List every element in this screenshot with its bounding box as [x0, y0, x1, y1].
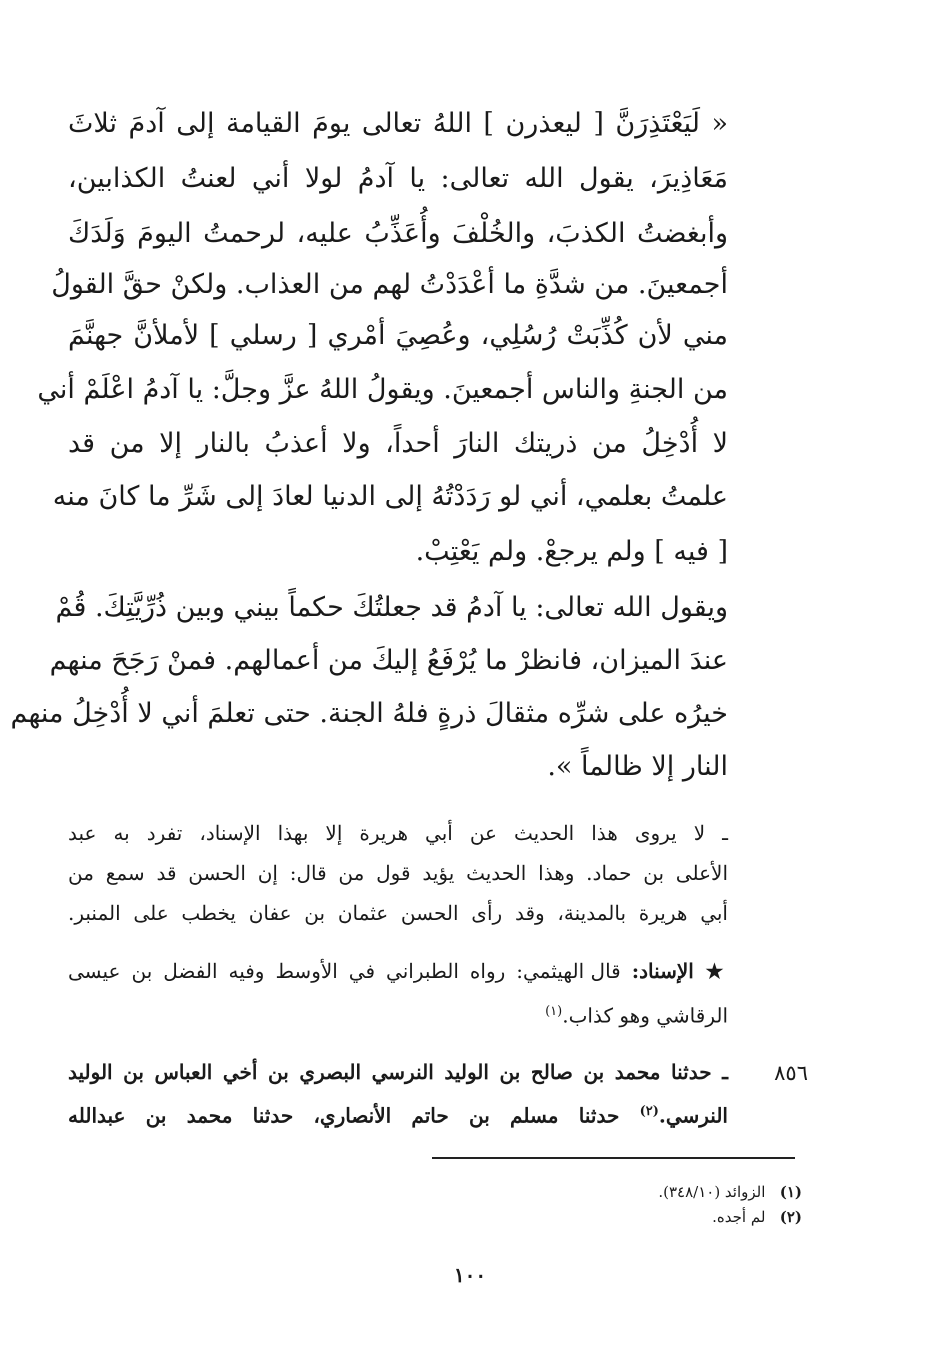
commentary-line: ـ لا يروى هذا الحديث عن أبي هريرة إلا بهذا الإسناد، تفرد به عبد	[68, 821, 728, 845]
footnote	[658, 1181, 802, 1203]
footnote	[712, 1206, 802, 1228]
hadith-text: حدثنا مسلم بن حاتم الأنصاري، حدثنا محمد بن عبدالله	[68, 1103, 620, 1128]
hadith-number: ٨٥٦	[774, 1061, 808, 1085]
main-text-line: « لَيَعْتَذِرَنَّ [ ليعذرن ] اللهُ تعالى يومَ القيامة إلى آدمَ ثلاثَ	[68, 108, 728, 139]
main-text-line: وأبغضتُ الكذبَ، والخُلْفَ وأُعَذِّبُ عليه، لرحمتُ اليومَ وَلَدَكَ	[68, 218, 728, 249]
main-text-line: ويقول الله تعالى: يا آدمُ قد جعلتُكَ حكماً بيني وبين ذُرِّيَّتِكَ. قُمْ	[55, 592, 728, 623]
main-text-line: مني لأن كُذِّبَتْ رُسُلِي، وعُصِيَ أمْري [ رسلي ] لأملأنَّ جهنَّمَ	[68, 320, 728, 351]
hadith-line: ـ حدثنا محمد بن صالح بن الوليد النرسي البصري بن أخي العباس بن الوليد	[68, 1060, 728, 1084]
main-text-line: لا أُدْخِلُ من ذريتك النارَ أحداً، ولا أعذبُ بالنار إلا من قد	[68, 428, 728, 459]
main-text-line: النار إلا ظالماً ».	[547, 751, 728, 782]
footnote-marker: (١)	[779, 1183, 802, 1201]
isnad-label: ★ الإسناد:	[631, 959, 729, 983]
footnote-separator	[432, 1157, 795, 1159]
isnad-text: الرقاشي وهو كذاب.	[562, 1003, 728, 1028]
commentary-line: أبي هريرة بالمدينة، وقد رأى الحسن عثمان بن عفان يخطب على المنبر.	[68, 901, 728, 925]
main-text-line: [ فيه ] ولم يرجعْ. ولم يَعْتِبْ.	[415, 536, 728, 567]
main-text-line: علمتُ بعلمي، أني لو رَدَدْتُهُ إلى الدنيا لعادَ إلى شَرِّ ما كانَ منه	[52, 481, 728, 512]
footnote-ref: (٢)	[639, 1104, 659, 1119]
isnad-text: قال الهيثمي: رواه الطبراني في الأوسط وفيه الفضل بن عيسى	[68, 959, 621, 983]
page-number: ١٠٠	[453, 1263, 487, 1287]
isnad-line	[68, 955, 728, 987]
main-text-line: عندَ الميزان، فانظرْ ما يُرْفَعُ إليكَ من أعمالهم. فمنْ رَجَحَ منهم	[49, 645, 728, 676]
footnote-text: الزوائد (٣٤٨/١٠).	[658, 1183, 766, 1201]
main-text-line: أجمعينَ. من شدَّةِ ما أعْدَدْتُ لهم من العذاب. ولكنْ حقَّ القولُ	[51, 269, 728, 300]
footnote-marker: (٢)	[779, 1208, 802, 1226]
commentary-line: الأعلى بن حماد. وهذا الحديث يؤيد قول من قال: إن الحسن قد سمع من	[68, 861, 728, 885]
isnad-line	[68, 996, 728, 1032]
footnote-ref: (١)	[545, 1004, 563, 1019]
main-text-line: خيرُه على شرِّه مثقالَ ذرةٍ فلهُ الجنة. حتى تعلمَ أني لا أُدْخِلُ منهم	[10, 698, 728, 729]
hadith-text: النرسي.	[658, 1103, 728, 1128]
main-text-line: من الجنةِ والناس أجمعينَ. ويقولُ اللهُ عزَّ وجلَّ: يا آدمُ اعْلَمْ أني	[37, 374, 728, 405]
main-text-line: مَعَاذِيرَ، يقول الله تعالى: يا آدمُ لولا أني لعنتُ الكذابين،	[68, 163, 728, 194]
footnote-text: لم أجده.	[712, 1208, 766, 1226]
hadith-line	[68, 1096, 728, 1132]
